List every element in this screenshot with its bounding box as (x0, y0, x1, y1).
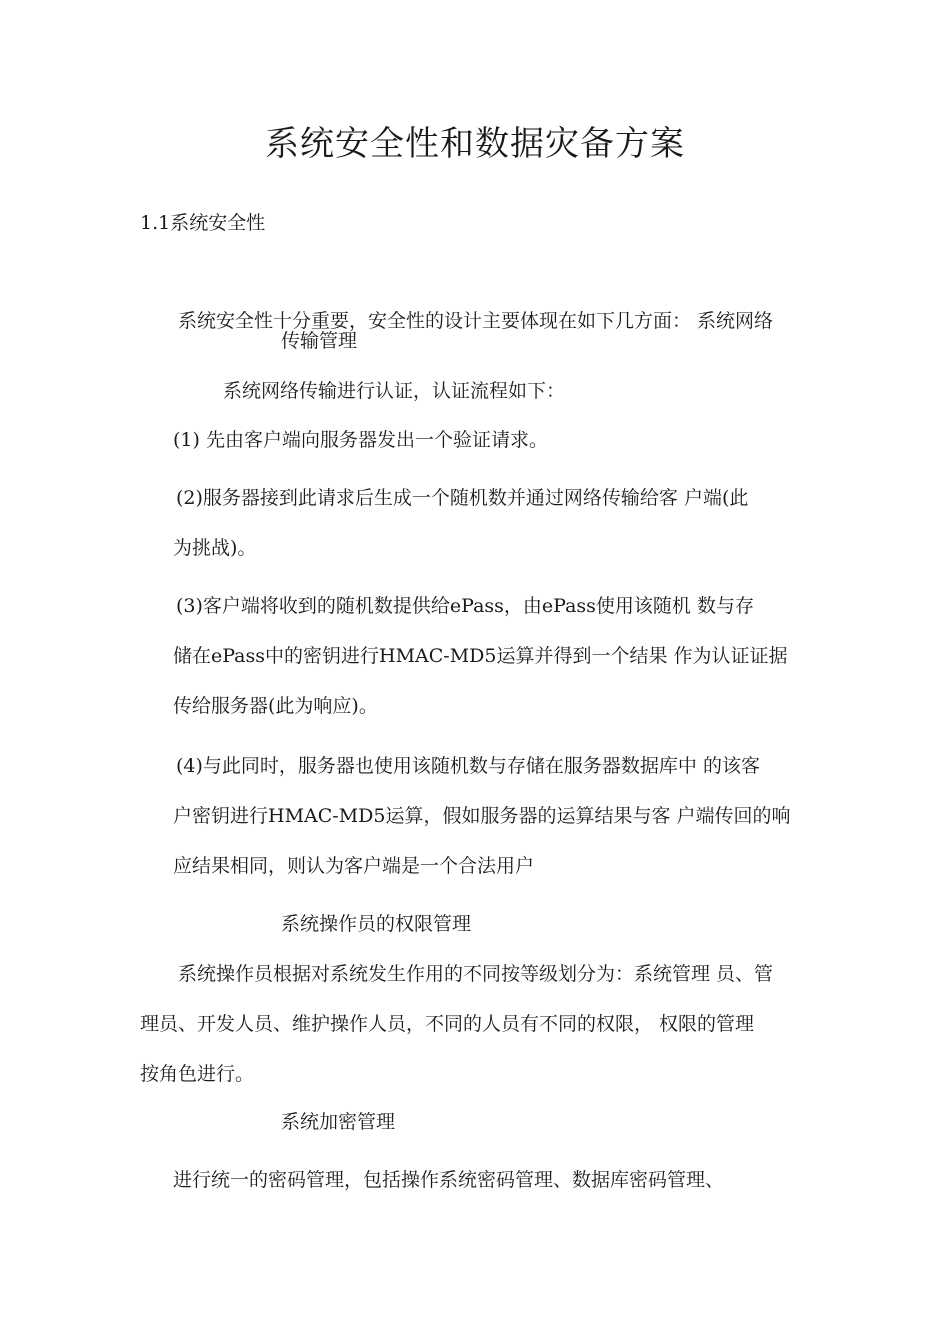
step-3-line-2: 储在ePass中的密钥进行HMAC-MD5运算并得到一个结果 作为认证证据 (173, 645, 788, 667)
encryption-line-1: 进行统一的密码管理，包括操作系统密码管理、数据库密码管理、 (173, 1169, 725, 1191)
section-heading: 1.1系统安全性 (140, 212, 266, 234)
step-4-line-2: 户密钥进行HMAC-MD5运算，假如服务器的运算结果与客 户端传回的响 (173, 805, 791, 827)
step-3-line-1: (3)客户端将收到的随机数提供给ePass，由ePass使用该随机 数与存 (176, 595, 754, 617)
operator-heading: 系统操作员的权限管理 (281, 913, 472, 935)
step-1-line-1: (1) 先由客户端向服务器发出一个验证请求。 (173, 429, 548, 451)
step-4-line-3: 应结果相同，则认为客户端是一个合法用户 (173, 855, 535, 877)
step-2-line-1: (2)服务器接到此请求后生成一个随机数并通过网络传输给客 户端(此 (176, 487, 749, 509)
intro-line-2: 传输管理 (281, 330, 358, 352)
auth-intro: 系统网络传输进行认证，认证流程如下： (223, 380, 566, 402)
step-4-line-1: (4)与此同时，服务器也使用该随机数与存储在服务器数据库中 的该客 (176, 755, 760, 777)
document-title: 系统安全性和数据灾备方案 (265, 124, 685, 164)
step-2-line-2: 为挑战)。 (173, 537, 257, 559)
operator-line-3: 按角色进行。 (140, 1063, 255, 1085)
encryption-heading: 系统加密管理 (281, 1111, 396, 1133)
step-3-line-3: 传给服务器(此为响应)。 (173, 695, 378, 717)
intro-line-1: 系统安全性十分重要，安全性的设计主要体现在如下几方面： 系统网络 (178, 310, 774, 332)
operator-line-2: 理员、开发人员、维护操作人员，不同的人员有不同的权限， 权限的管理 (140, 1013, 755, 1035)
operator-line-1: 系统操作员根据对系统发生作用的不同按等级划分为：系统管理 员、管 (178, 963, 774, 985)
